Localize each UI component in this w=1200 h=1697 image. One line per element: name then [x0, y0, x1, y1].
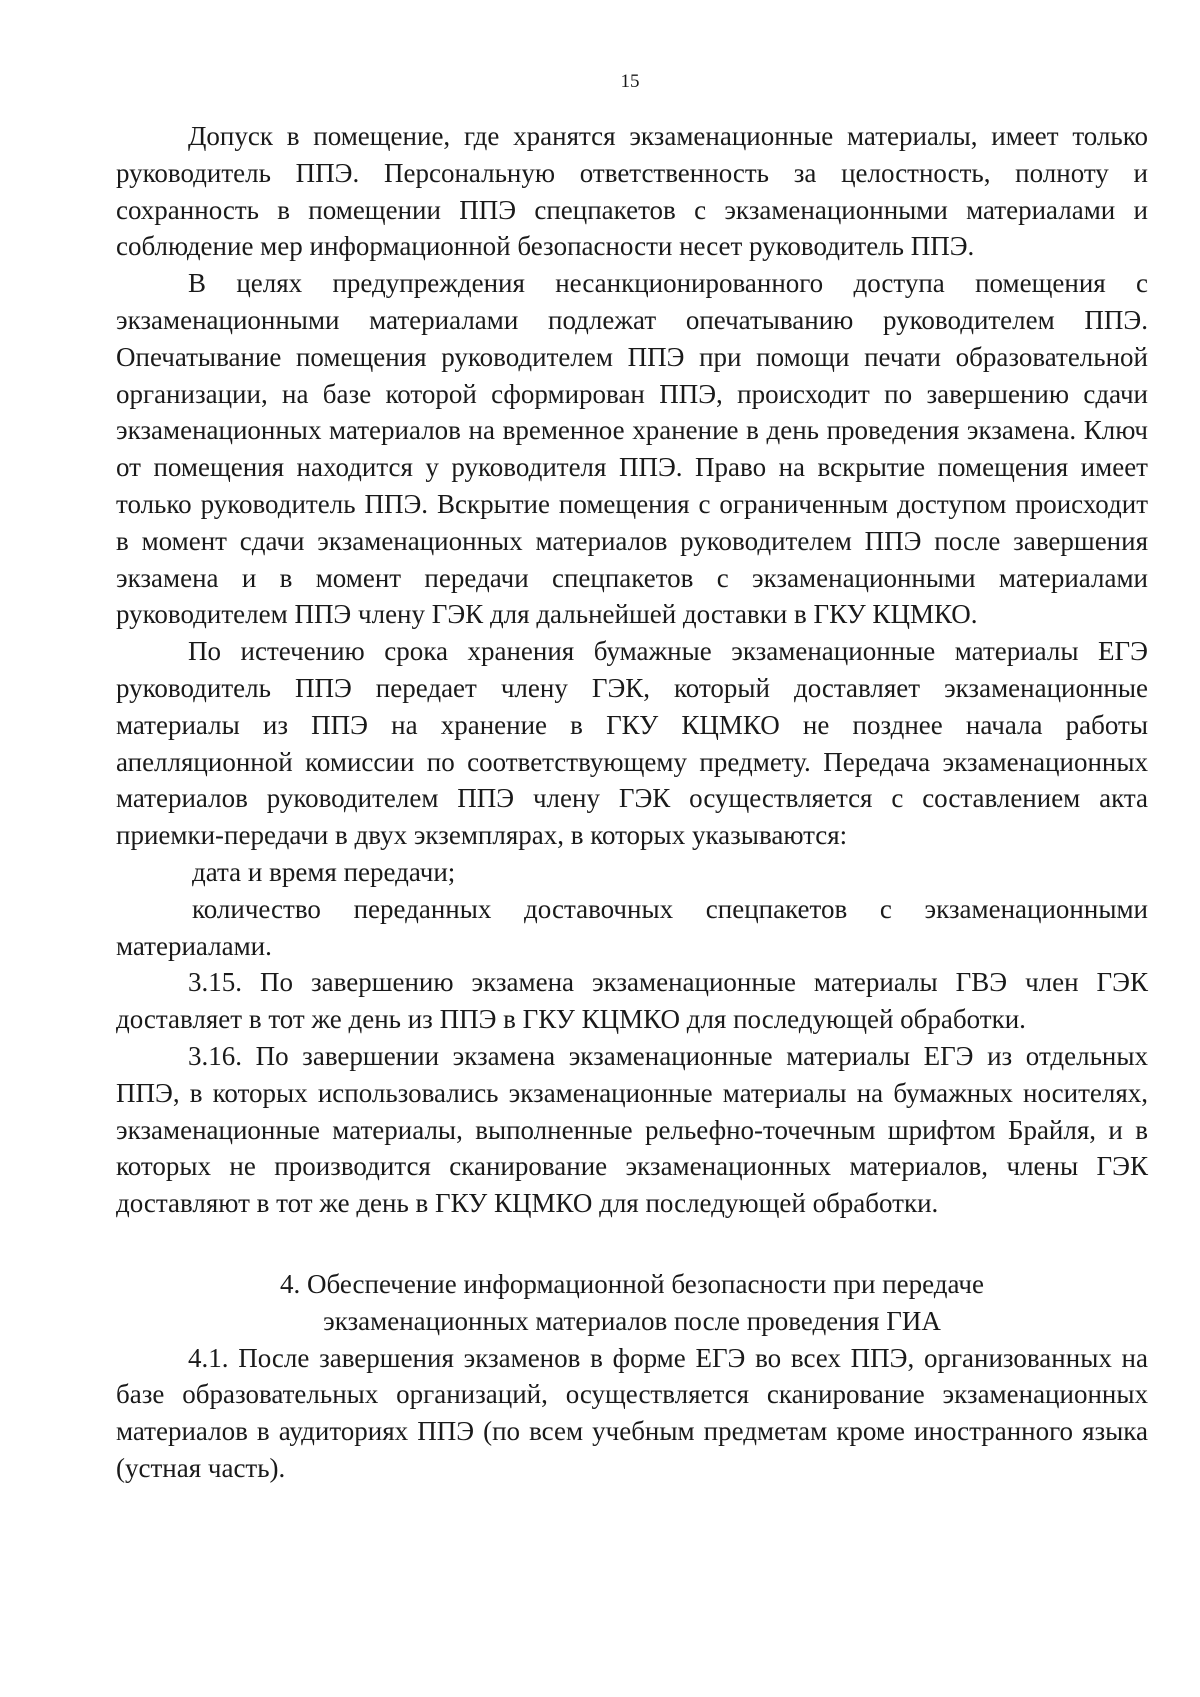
page-number: 15 [620, 71, 640, 92]
document-body [116, 118, 1148, 1487]
section-4-heading [116, 1266, 1148, 1340]
paragraph-3-15: 3.15. По завершению экзамена экзаменационные материалы ГВЭ член ГЭК доставляет в тот же день из ППЭ в ГКУ КЦМКО для последующей обработки. [116, 967, 1148, 1035]
paragraph-4-1: 4.1. После завершения экзаменов в форме ЕГЭ во всех ППЭ, организованных на базе образовательных организаций, осуществляется сканирование экзаменационных материалов в аудиториях ППЭ (по всем учебным предметам кроме иностранного языка (устная часть). [116, 1342, 1148, 1483]
paragraph-storage-expiry: По истечению срока хранения бумажные экзаменационные материалы ЕГЭ руководитель ППЭ передает члену ГЭК, который доставляет экзаменационные материалы из ППЭ на хранение в ГКУ КЦМКО не позднее начала работы апелляционной комиссии по соответствующему предмету. Передача экзаменационных материалов руководителем ППЭ члену ГЭК осуществляется с составлением акта приемки-передачи в двух экземплярах, в которых указываются: [116, 636, 1148, 851]
section-4-heading-line-2: экзаменационных материалов после проведения ГИА [323, 1305, 941, 1336]
section-4-heading-line-1: 4. Обеспечение информационной безопасности при передаче [280, 1268, 984, 1299]
paragraph-access-to-room: Допуск в помещение, где хранятся экзаменационные материалы, имеет только руководитель ППЭ. Персональную ответственность за целостность, полноту и сохранность в помещении ППЭ спецпакетов с экзаменационными материалами и соблюдение мер информационной безопасности несет руководитель ППЭ. [116, 121, 1148, 262]
list-item-package-count: количество переданных доставочных спецпакетов с экзаменационными материалами. [116, 893, 1148, 961]
paragraph-room-sealing: В целях предупреждения несанкционированного доступа помещения с экзаменационными материалами подлежат опечатыванию руководителем ППЭ. Опечатывание помещения руководителем ППЭ при помощи печати образовательной организации, на базе которой сформирован ППЭ, происходит по завершению сдачи экзаменационных материалов на временное хранение в день проведения экзамена. Ключ от помещения находится у руководителя ППЭ. Право на вскрытие помещения имеет только руководитель ППЭ. Вскрытие помещения с ограниченным доступом происходит в момент сдачи экзаменационных материалов руководителем ППЭ после завершения экзамена и в момент передачи спецпакетов с экзаменационными материалами руководителем ППЭ члену ГЭК для дальнейшей доставки в ГКУ КЦМКО. [116, 268, 1148, 630]
list-item-date-time: дата и время передачи; [192, 856, 456, 887]
paragraph-3-16: 3.16. По завершении экзамена экзаменационные материалы ЕГЭ из отдельных ППЭ, в которых использовались экзаменационные материалы на бумажных носителях, экзаменационные материалы, выполненные рельефно-точечным шрифтом Брайля, и в которых не производится сканирование экзаменационных материалов, члены ГЭК доставляют в тот же день в ГКУ КЦМКО для последующей обработки. [116, 1040, 1148, 1219]
